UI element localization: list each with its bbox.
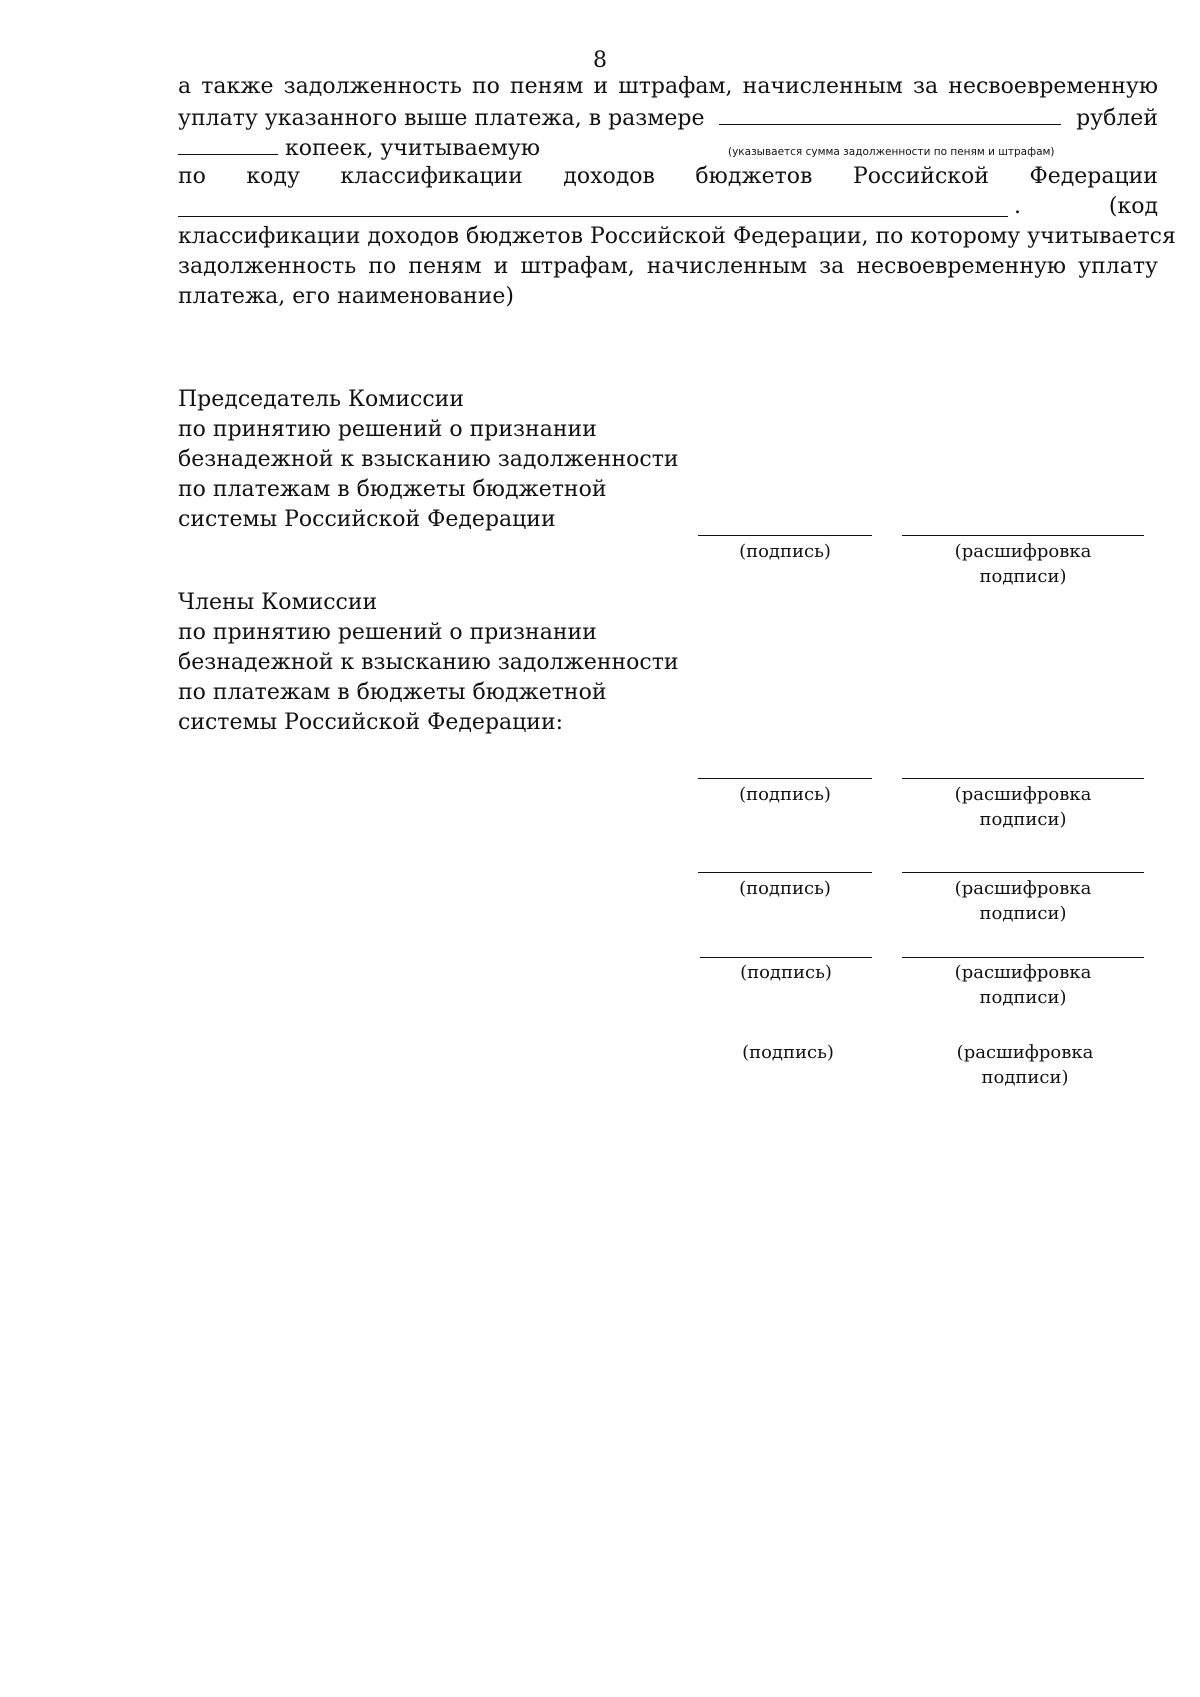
chairman-line: безнадежной к взысканию задолженности xyxy=(178,447,679,472)
chairman-signature-caption: (подпись) xyxy=(739,541,831,562)
chairman-line: системы Российской Федерации xyxy=(178,507,556,532)
member-1-decode-line xyxy=(902,778,1144,779)
line-4-word: Российской xyxy=(852,164,989,189)
decode-caption-line-1: (расшифровка xyxy=(954,962,1092,983)
members-line: системы Российской Федерации: xyxy=(178,710,564,735)
budget-code-blank xyxy=(178,194,1008,217)
line-4-word: бюджетов xyxy=(695,164,813,189)
chairman-block xyxy=(178,385,679,535)
page-number: 8 xyxy=(593,48,607,73)
chairman-title: Председатель Комиссии xyxy=(178,387,464,412)
code-open-paren: (код xyxy=(1108,194,1158,219)
member-3-signature-caption: (подпись) xyxy=(740,962,832,983)
paragraph-line-7: задолженность по пеням и штрафам, начисленным за несвоевременную уплату xyxy=(178,254,1158,279)
decode-caption-line-2: подписи) xyxy=(981,1067,1069,1088)
amount-blank-rubles xyxy=(719,102,1061,125)
chairman-line: по платежам в бюджеты бюджетной xyxy=(178,477,607,502)
member-3-decode-line xyxy=(902,957,1144,958)
kopecks-text: копеек, учитываемую xyxy=(285,136,540,161)
paragraph-line-8: платежа, его наименование) xyxy=(178,284,514,309)
decode-caption-line-2: подписи) xyxy=(979,903,1067,924)
chairman-signature-line xyxy=(698,535,872,536)
members-title: Члены Комиссии xyxy=(178,590,378,615)
line-4-word: доходов xyxy=(563,164,655,189)
line-4-word: по xyxy=(178,164,206,189)
members-line: безнадежной к взысканию задолженности xyxy=(178,650,679,675)
member-3-decode-caption xyxy=(902,960,1144,1010)
member-2-decode-caption xyxy=(902,876,1144,926)
member-1-signature-caption: (подпись) xyxy=(739,784,831,805)
chairman-decode-line xyxy=(902,535,1144,536)
members-line: по принятию решений о признании xyxy=(178,620,597,645)
decode-caption-line-1: (расшифровка xyxy=(956,1042,1094,1063)
rubles-word: рублей xyxy=(1076,106,1158,131)
code-dot: . xyxy=(1014,194,1021,219)
member-3-signature-line xyxy=(700,957,872,958)
paragraph-line-2 xyxy=(178,102,1158,134)
members-block xyxy=(178,588,679,738)
decode-caption-line-1: (расшифровка xyxy=(954,541,1092,562)
decode-caption-line-1: (расшифровка xyxy=(954,878,1092,899)
amount-caption: (указывается сумма задолженности по пеням и штрафам) xyxy=(728,146,1055,158)
member-1-decode-caption xyxy=(902,782,1144,832)
line-4-word: коду xyxy=(246,164,300,189)
members-line: по платежам в бюджеты бюджетной xyxy=(178,680,607,705)
member-1-signature-line xyxy=(698,778,872,779)
member-4-signature-caption: (подпись) xyxy=(742,1042,834,1063)
decode-caption-line-2: подписи) xyxy=(979,809,1067,830)
paragraph-line-1: а также задолженность по пеням и штрафам, начисленным за несвоевременную xyxy=(178,74,1158,99)
decode-caption-line-2: подписи) xyxy=(979,987,1067,1008)
chairman-line: по принятию решений о признании xyxy=(178,417,597,442)
paragraph-line-3 xyxy=(178,132,538,164)
paragraph-line-4 xyxy=(178,162,1158,192)
paragraph-line-6: классификации доходов бюджетов Российской Федерации, по которому учитывается xyxy=(178,224,1176,249)
member-2-signature-line xyxy=(698,872,872,873)
member-2-decode-line xyxy=(902,872,1144,873)
decode-caption-line-1: (расшифровка xyxy=(954,784,1092,805)
member-2-signature-caption: (подпись) xyxy=(739,878,831,899)
member-4-decode-caption xyxy=(904,1040,1146,1090)
line-4-word: Федерации xyxy=(1029,164,1158,189)
line-4-word: классификации xyxy=(340,164,523,189)
amount-blank-kopecks xyxy=(178,132,278,155)
chairman-decode-caption xyxy=(902,539,1144,589)
paragraph-line-2-text: уплату указанного выше платежа, в размере xyxy=(178,106,705,131)
paragraph-line-5 xyxy=(178,192,1158,222)
decode-caption-line-2: подписи) xyxy=(979,566,1067,587)
